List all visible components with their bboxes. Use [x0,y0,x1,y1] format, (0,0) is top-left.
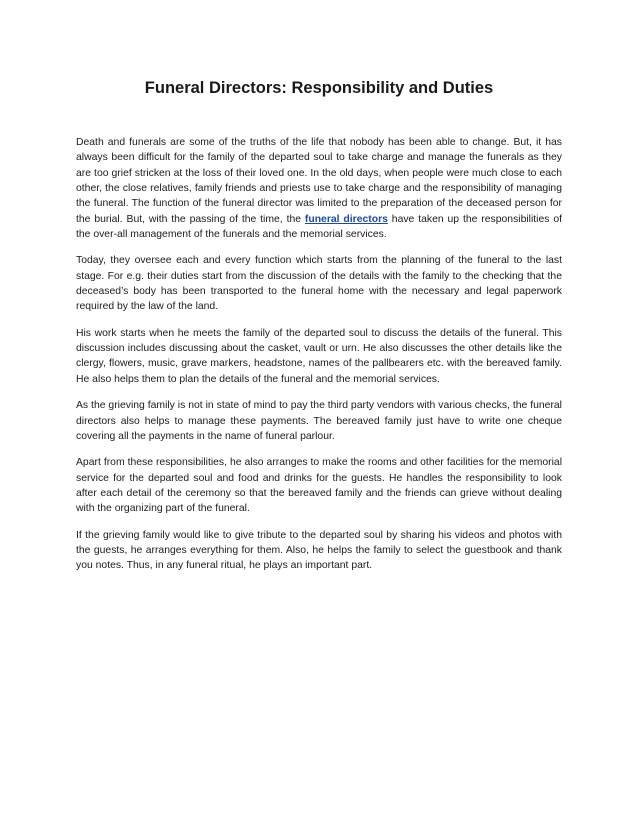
funeral-directors-link[interactable]: funeral directors [304,213,388,225]
paragraph-1 [76,135,562,242]
paragraph-6: If the grieving family would like to give tribute to the departed soul by sharing his videos and photos with the guests, he arranges everything for them. Also, he helps the family to select the guestbook and thank you notes. Thus, in any funeral ritual, he plays an important part. [76,529,562,572]
paragraph-3: His work starts when he meets the family of the departed soul to discuss the details of the funeral. This discussion includes discussing about the casket, vault or urn. He also discusses the other details like the clergy, flowers, music, grave markers, headstone, names of the pallbearers etc. with the bereaved family. He also helps them to plan the details of the funeral and the memorial services. [76,327,562,385]
document-title: Funeral Directors: Responsibility and Duties [144,79,494,97]
paragraph-1-text-after-link: have taken up the responsibilities of the over-all management of the funerals and the memorial services. [76,213,562,241]
paragraph-1-text-before-link: Death and funerals are some of the truths of the life that nobody has been able to change. But, it has always been difficult for the family of the departed soul to take charge and manage the funerals as they are too grief stricken at the loss of their loved one. In the old days, when people were much close to each other, the close relatives, family friends and priests use to take charge and the responsibility of managing the funeral. The function of the funeral director was limited to the preparation of the deceased person for the burial. But, with the passing of the time, the [76,137,562,225]
document-body [76,135,562,585]
paragraph-5: Apart from these responsibilities, he also arranges to make the rooms and other facilities for the memorial service for the departed soul and food and drinks for the guests. He handles the responsibility to look after each detail of the ceremony so that the bereaved family and the friends can grieve without dealing with the organizing part of the funeral. [76,457,562,515]
paragraph-2: Today, they oversee each and every function which starts from the planning of the funeral to the last stage. For e.g. their duties start from the discussion of the details with the family to the checking that the deceased’s body has been transported to the funeral home with the necessary and legal paperwork required by the law of the land. [76,255,562,313]
paragraph-4: As the grieving family is not in state of mind to pay the third party vendors with various checks, the funeral directors also helps to manage these payments. The bereaved family just have to write one cheque covering all the payments in the name of funeral parlour. [76,400,562,442]
